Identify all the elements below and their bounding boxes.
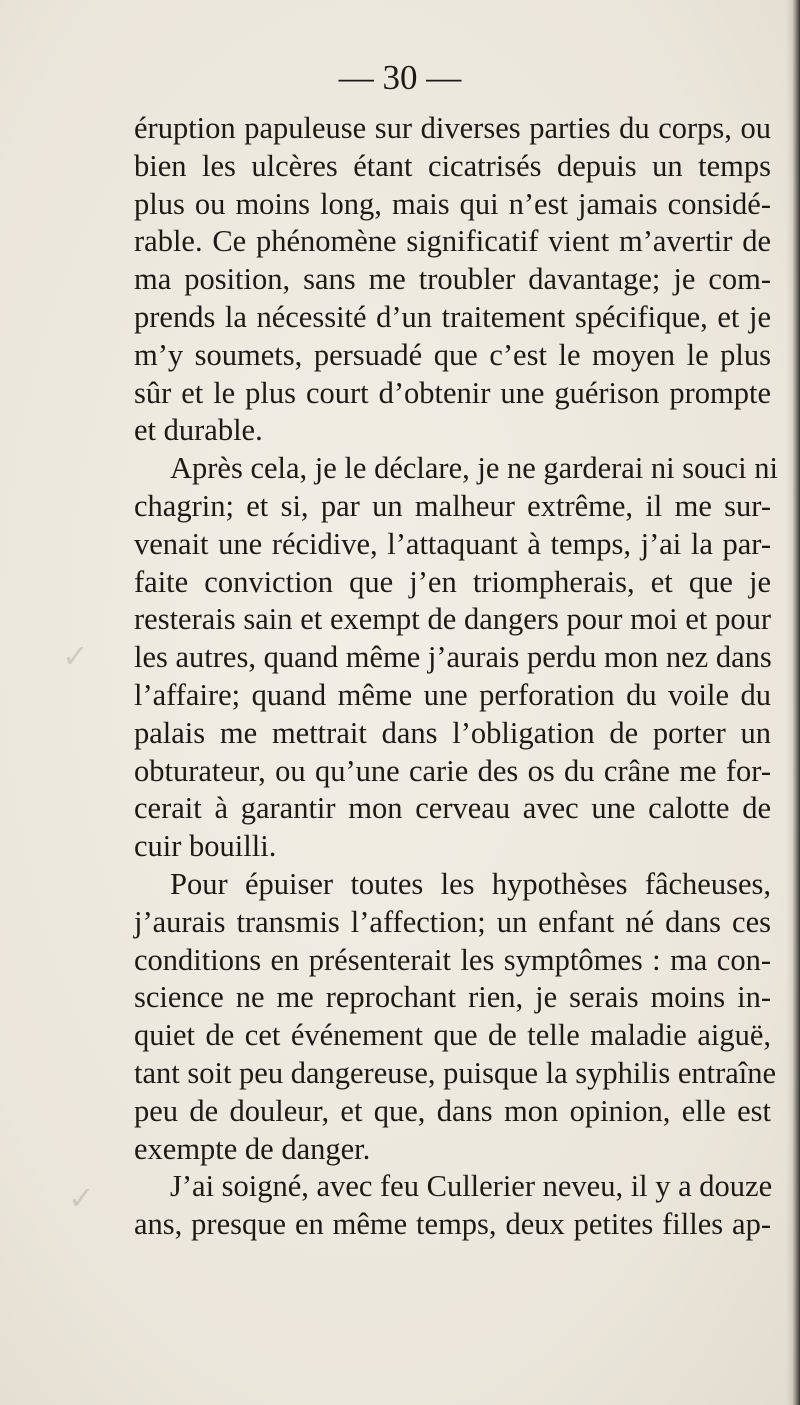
text-line: m’y soumets, persuadé que c’est le moyen le plus — [134, 337, 771, 372]
text-line: science ne me reprochant rien, je serais moins in- — [134, 980, 771, 1015]
pencil-check-mark: ✓ — [68, 1180, 95, 1216]
text-line: plus ou moins long, mais qui n’est jamais considé- — [134, 186, 771, 221]
page-number: — 30 — — [338, 58, 462, 97]
text-line: cuir bouilli. — [134, 829, 277, 864]
text-line: Pour épuiser toutes les hypothèses fâcheuses, — [170, 866, 771, 901]
text-line: conditions en présenterait les symptômes : ma con- — [134, 942, 771, 977]
text-line: tant soit peu dangereuse, puisque la syphilis entraîne — [134, 1055, 777, 1090]
text-line: J’ai soigné, avec feu Cullerier neveu, il y a douze — [170, 1169, 773, 1204]
text-line: peu de douleur, et que, dans mon opinion, elle est — [134, 1093, 771, 1128]
text-line: palais me mettrait dans l’obligation de porter un — [134, 715, 771, 750]
text-line: bien les ulcères étant cicatrisés depuis un temps — [134, 148, 771, 183]
text-line: cerait à garantir mon cerveau avec une calotte de — [134, 791, 771, 826]
text-line: éruption papuleuse sur diverses parties du corps, ou — [134, 111, 771, 145]
text-line: sûr et le plus court d’obtenir une guérison prompte — [134, 375, 771, 410]
text-line: l’affaire; quand même une perforation du voile du — [134, 677, 771, 712]
text-line: exempte de danger. — [134, 1131, 371, 1166]
text-line: ma position, sans me troubler davantage; je com- — [134, 262, 771, 297]
text-line: quiet de cet événement que de telle maladie aiguë, — [134, 1018, 771, 1053]
text-line: venait une récidive, l’attaquant à temps, j’ai la par- — [134, 526, 771, 561]
text-line: obturateur, ou qu’une carie des os du crâne me for- — [134, 753, 771, 788]
text-line: les autres, quand même j’aurais perdu mon nez dans — [134, 640, 772, 675]
body-text — [134, 110, 779, 1244]
text-line: et durable. — [134, 413, 263, 448]
text-line: resterais sain et exempt de dangers pour moi et pour — [134, 602, 771, 637]
text-line: chagrin; et si, par un malheur extrême, il me sur- — [134, 488, 771, 523]
text-line: faite conviction que j’en triompherais, et que je — [134, 564, 771, 599]
text-line: prends la nécessité d’un traitement spécifique, et je — [134, 299, 771, 334]
page-binding-shadow — [786, 0, 800, 1405]
text-line: rable. Ce phénomène significatif vient m’avertir de — [134, 224, 771, 259]
text-line: Après cela, je le déclare, je ne garderai ni souci ni — [170, 451, 779, 486]
text-line: ans, presque en même temps, deux petites filles ap- — [134, 1207, 771, 1242]
pencil-check-mark: ✓ — [62, 638, 89, 674]
text-line: j’aurais transmis l’affection; un enfant né dans ces — [134, 904, 771, 939]
